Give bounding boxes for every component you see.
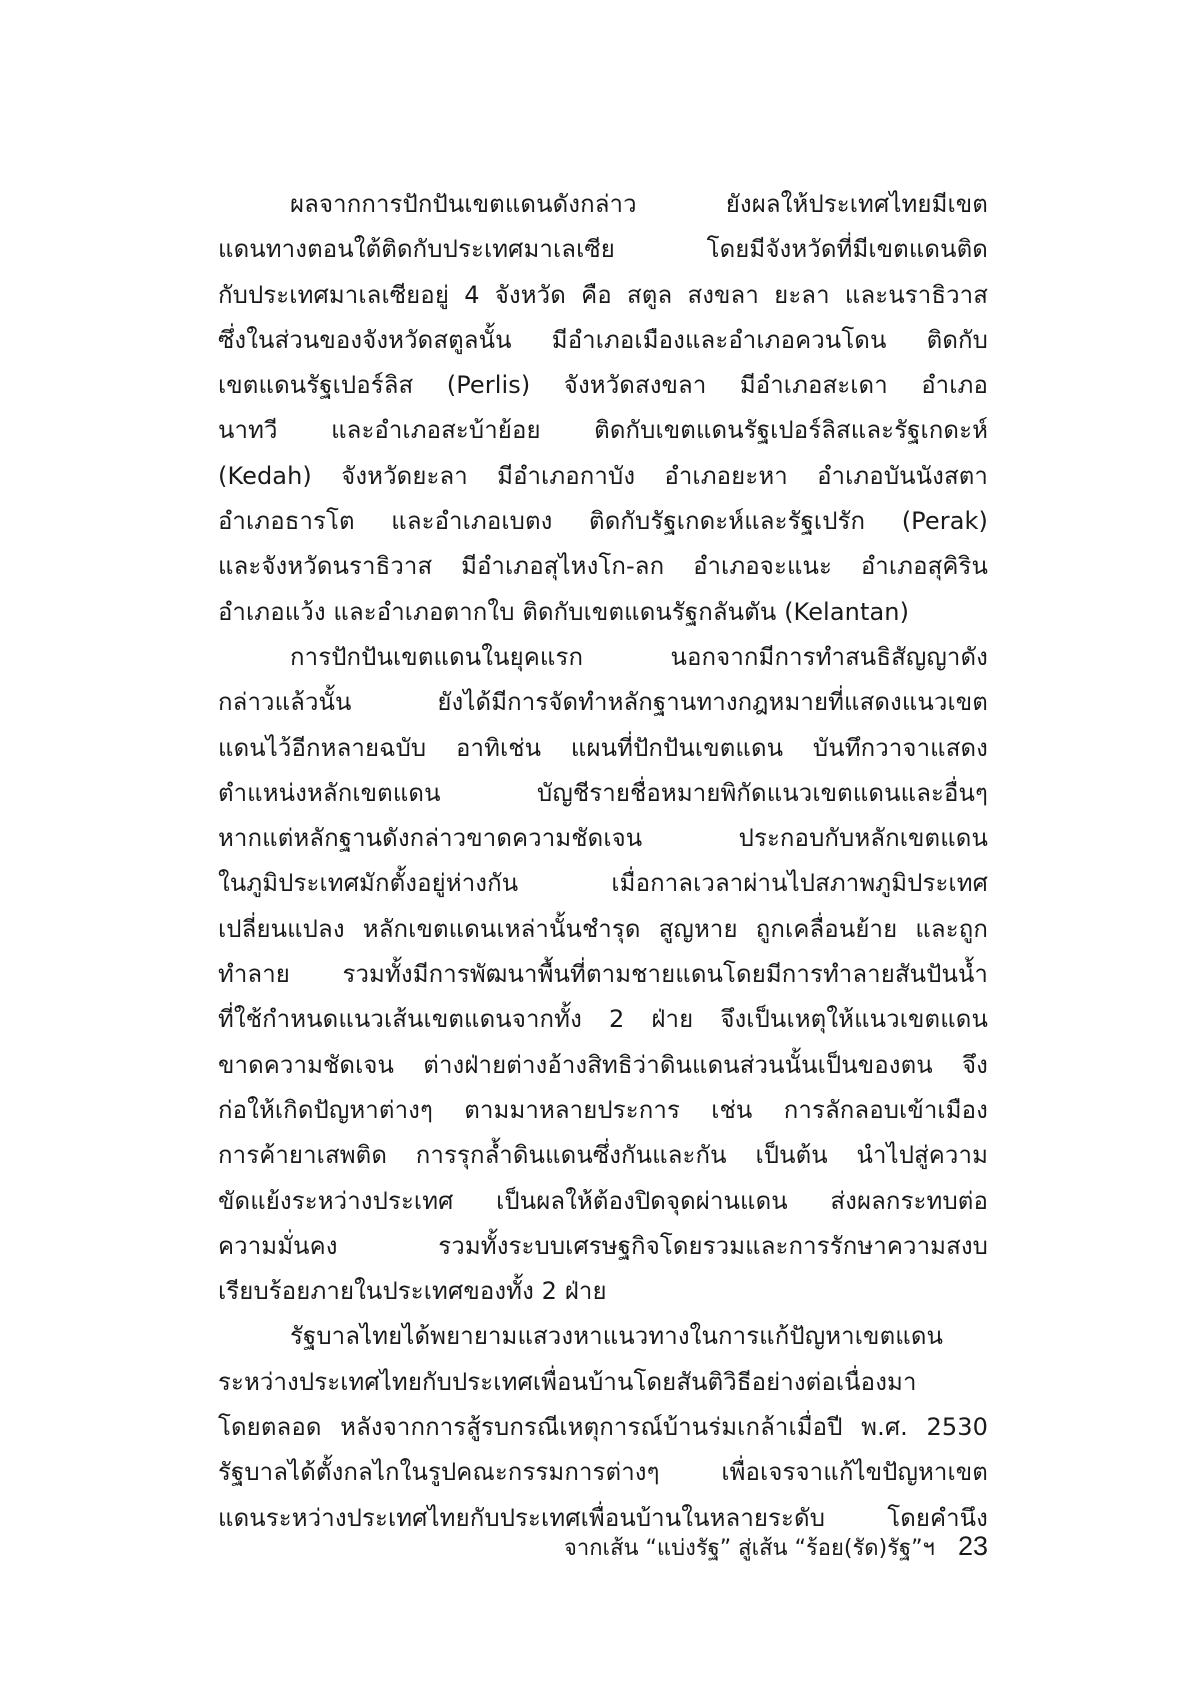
paragraph-1-line-3: กับประเทศมาเลเซียอยู่ 4 จังหวัด คือ สตูล สงขลา ยะลา และนราธิวาส bbox=[218, 280, 988, 309]
paragraph-2-line-13: ขัดแย้งระหว่างประเทศ เป็นผลให้ต้องปิดจุดผ่านแดน ส่งผลกระทบต่อ bbox=[218, 1186, 988, 1215]
page-number: 23 bbox=[957, 1531, 988, 1561]
paragraph-2-line-3: แดนไว้อีกหลายฉบับ อาทิเช่น แผนที่ปักปันเขตแดน บันทึกวาจาแสดง bbox=[218, 733, 988, 762]
paragraph-1-line-9: และจังหวัดนราธิวาส มีอำเภอสุไหงโก-ลก อำเภอจะแนะ อำเภอสุคิริน bbox=[218, 552, 988, 581]
paragraph-2-line-6: ในภูมิประเทศมักตั้งอยู่ห่างกัน เมื่อกาลเวลาผ่านไปสภาพภูมิประเทศ bbox=[218, 869, 988, 898]
paragraph-2-line-11: ก่อให้เกิดปัญหาต่างๆ ตามมาหลายประการ เช่น การลักลอบเข้าเมือง bbox=[218, 1095, 988, 1124]
paragraph-1-line-8: อำเภอธารโต และอำเภอเบตง ติดกับรัฐเกดะห์และรัฐเปรัก (Perak) bbox=[218, 507, 988, 536]
paragraph-1-line-10: อำเภอแว้ง และอำเภอตากใบ ติดกับเขตแดนรัฐกลันตัน (Kelantan) bbox=[218, 597, 910, 626]
paragraph-1-line-5: เขตแดนรัฐเปอร์ลิส (Perlis) จังหวัดสงขลา มีอำเภอสะเดา อำเภอ bbox=[218, 371, 988, 400]
body-text bbox=[218, 182, 988, 1541]
paragraph-2-line-7: เปลี่ยนแปลง หลักเขตแดนเหล่านั้นชำรุด สูญหาย ถูกเคลื่อนย้าย และถูก bbox=[218, 914, 988, 943]
paragraph-3-line-2: ระหว่างประเทศไทยกับประเทศเพื่อนบ้านโดยสันติวิธีอย่างต่อเนื่องมา bbox=[218, 1367, 917, 1396]
paragraph-1-line-2: แดนทางตอนใต้ติดกับประเทศมาเลเซีย โดยมีจังหวัดที่มีเขตแดนติด bbox=[218, 235, 988, 264]
paragraph-3-line-5: แดนระหว่างประเทศไทยกับประเทศเพื่อนบ้านในหลายระดับ โดยคำนึง bbox=[218, 1503, 988, 1532]
paragraph-2-line-12: การค้ายาเสพติด การรุกล้ำดินแดนซึ่งกันและกัน เป็นต้น นำไปสู่ความ bbox=[218, 1141, 988, 1170]
paragraph-1-line-7: (Kedah) จังหวัดยะลา มีอำเภอกาบัง อำเภอยะหา อำเภอบันนังสตา bbox=[218, 461, 988, 490]
paragraph-2-line-5: หากแต่หลักฐานดังกล่าวขาดความชัดเจน ประกอบกับหลักเขตแดน bbox=[218, 824, 988, 853]
paragraph-2-line-8: ทำลาย รวมทั้งมีการพัฒนาพื้นที่ตามชายแดนโดยมีการทำลายสันปันน้ำ bbox=[218, 960, 988, 989]
paragraph-1-line-1: ผลจากการปักปันเขตแดนดังกล่าว ยังผลให้ประเทศไทยมีเขต bbox=[290, 190, 988, 218]
paragraph-2-line-14: ความมั่นคง รวมทั้งระบบเศรษฐกิจโดยรวมและการรักษาความสงบ bbox=[218, 1231, 988, 1260]
paragraph-2-line-1: การปักปันเขตแดนในยุคแรก นอกจากมีการทำสนธิสัญญาดัง bbox=[290, 642, 988, 671]
paragraph-2-line-4: ตำแหน่งหลักเขตแดน บัญชีรายชื่อหมายพิกัดแนวเขตแดนและอื่นๆ bbox=[218, 778, 988, 807]
paragraph-2-line-9: ที่ใช้กำหนดแนวเส้นเขตแดนจากทั้ง 2 ฝ่าย จึงเป็นเหตุให้แนวเขตแดน bbox=[218, 1005, 988, 1034]
paragraph-2-line-2: กล่าวแล้วนั้น ยังได้มีการจัดทำหลักฐานทางกฎหมายที่แสดงแนวเขต bbox=[218, 688, 988, 717]
paragraph-2-line-15: เรียบร้อยภายในประเทศของทั้ง 2 ฝ่าย bbox=[218, 1277, 607, 1306]
paragraph-2-line-10: ขาดความชัดเจน ต่างฝ่ายต่างอ้างสิทธิว่าดินแดนส่วนนั้นเป็นของตน จึง bbox=[218, 1050, 988, 1079]
paragraph-3-line-1: รัฐบาลไทยได้พยายามแสวงหาแนวทางในการแก้ปัญหาเขตแดน bbox=[290, 1322, 944, 1351]
running-title: จากเส้น “แบ่งรัฐ” สู่เส้น “ร้อย(รัด)รัฐ”ฯ bbox=[563, 1536, 935, 1561]
page-footer bbox=[500, 1530, 988, 1570]
paragraph-1-line-4: ซึ่งในส่วนของจังหวัดสตูลนั้น มีอำเภอเมืองและอำเภอควนโดน ติดกับ bbox=[218, 325, 988, 354]
paragraph-3-line-4: รัฐบาลได้ตั้งกลไกในรูปคณะกรรมการต่างๆ เพื่อเจรจาแก้ไขปัญหาเขต bbox=[218, 1458, 988, 1487]
paragraph-1-line-6: นาทวี และอำเภอสะบ้าย้อย ติดกับเขตแดนรัฐเปอร์ลิสและรัฐเกดะห์ bbox=[218, 416, 988, 445]
paragraph-3-line-3: โดยตลอด หลังจากการสู้รบกรณีเหตุการณ์บ้านร่มเกล้าเมื่อปี พ.ศ. 2530 bbox=[218, 1413, 988, 1442]
